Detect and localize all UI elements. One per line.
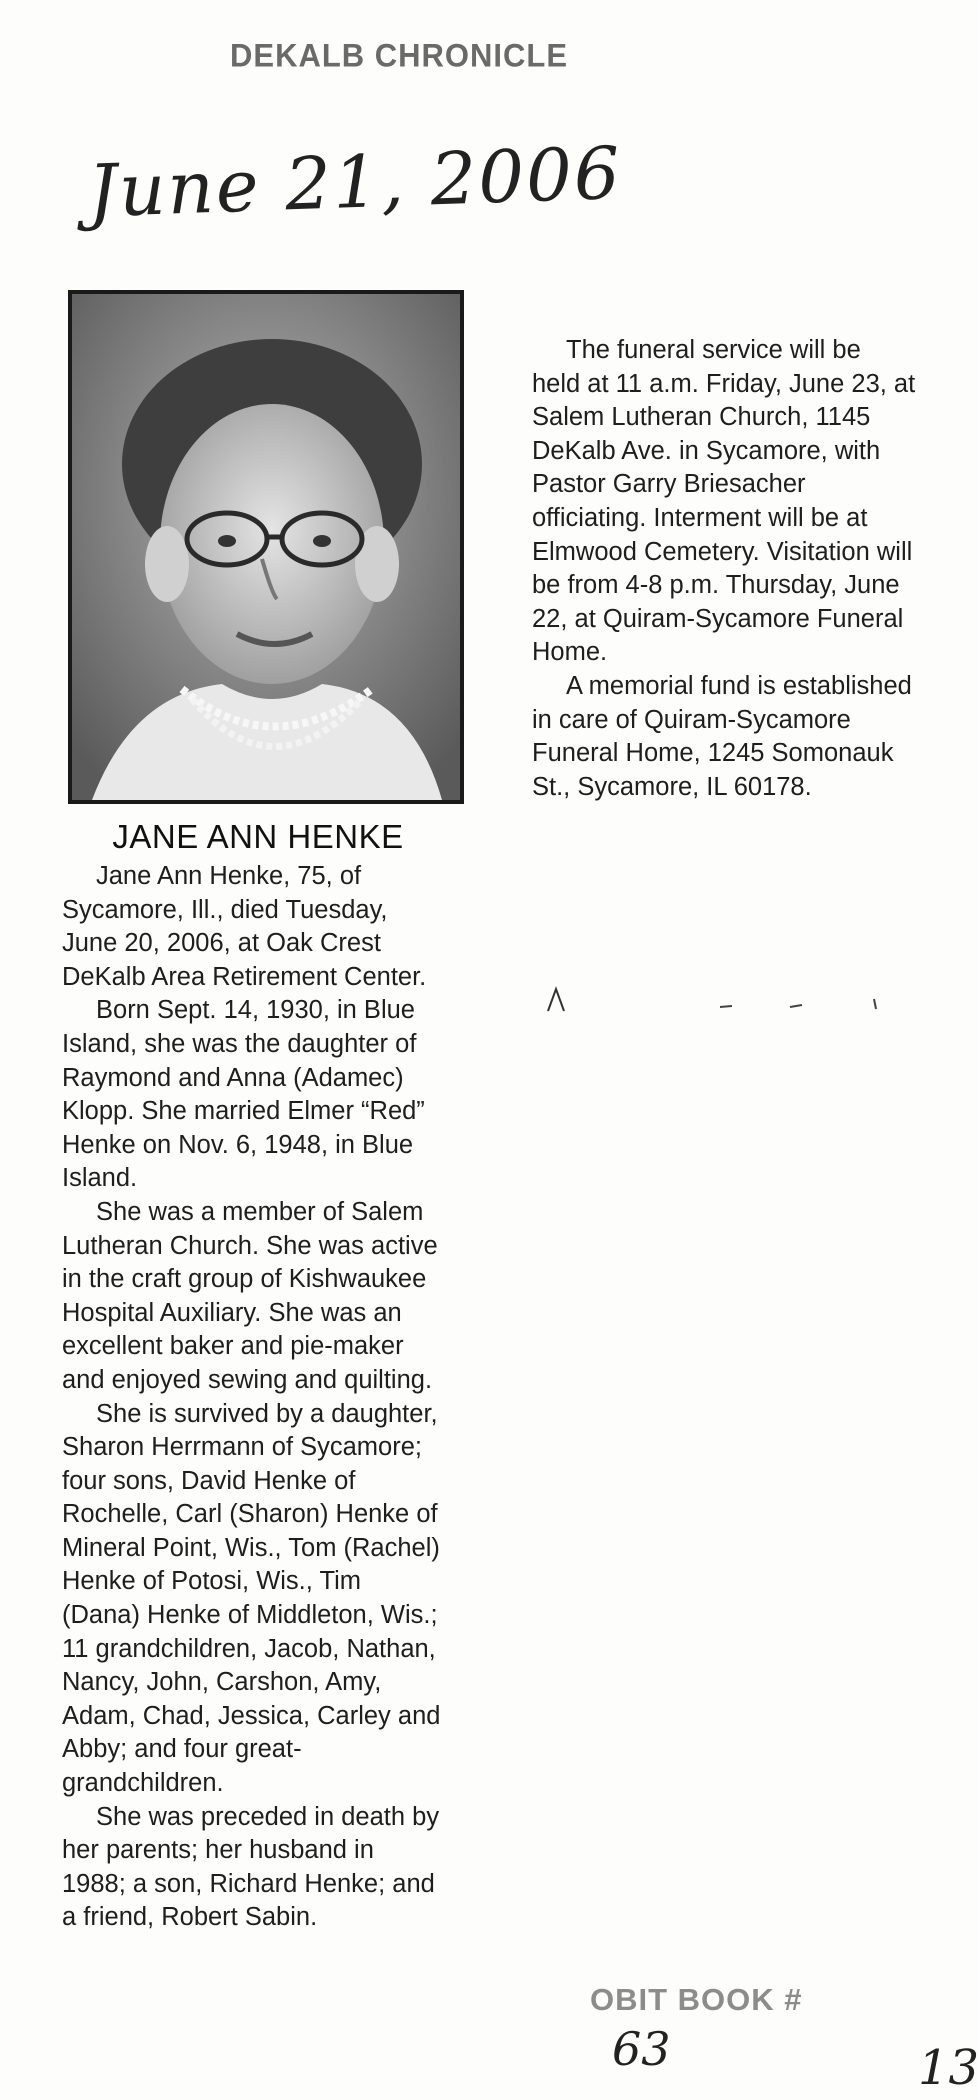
obituary-left-column	[62, 860, 442, 1935]
portrait-illustration	[72, 294, 460, 800]
obituary-paragraph: She is survived by a daughter, Sharon Herrmann of Sycamore; four sons, David Henke of Rochelle, Carl (Sharon) Henke of Mineral Point, Wis., Tom (Rachel) Henke of Potosi, Wis., Tim (Dana) Henke of Middleton, Wis.; 11 grandchildren, Jacob, Nathan, Nancy, John, Carshon, Amy, Adam, Chad, Jessica, Carley and Abby; and four great-grandchildren.	[62, 1399, 441, 1798]
obituary-paragraph: The funeral service will be held at 11 a.m. Friday, June 23, at Salem Lutheran Church, 1145 DeKalb Ave. in Sycamore, with Pastor Garry Briesacher officiating. Interment will be at Elmwood Cemetery. Visitation will be from 4-8 p.m. Thursday, June 22, at Quiram-Sycamore Funeral Home.	[532, 336, 916, 667]
pen-marks	[540, 985, 880, 1015]
corner-mark: 13	[918, 2040, 979, 2096]
obituary-paragraph: Jane Ann Henke, 75, of Sycamore, Ill., died Tuesday, June 20, 2006, at Oak Crest DeKalb Area Retirement Center.	[62, 862, 427, 991]
obituary-paragraph: Born Sept. 14, 1930, in Blue Island, she was the daughter of Raymond and Anna (Adamec) Klopp. She married Elmer “Red” Henke on Nov. 6, 1948, in Blue Island.	[62, 996, 425, 1193]
newspaper-masthead: DEKALB CHRONICLE	[230, 37, 569, 74]
obituary-paragraph: She was a member of Salem Lutheran Church. She was active in the craft group of Kishwaukee Hospital Auxiliary. She was an excellent baker and pie-maker and enjoyed sewing and quilting.	[62, 1197, 438, 1394]
obit-book-stamp: OBIT BOOK #	[590, 1982, 803, 2017]
obituary-right-column	[532, 334, 916, 804]
portrait-photo	[68, 290, 464, 804]
handwritten-date: June 21, 2006	[86, 130, 624, 234]
obituary-headline: JANE ANN HENKE	[112, 818, 404, 855]
obit-book-number: 63	[612, 2022, 671, 2076]
obituary-paragraph: She was preceded in death by her parents; her husband in 1988; a son, Richard Henke; and a friend, Robert Sabin.	[62, 1802, 440, 1932]
obituary-paragraph: A memorial fund is established in care of Quiram-Sycamore Funeral Home, 1245 Somonauk St., Sycamore, IL 60178.	[532, 671, 912, 801]
